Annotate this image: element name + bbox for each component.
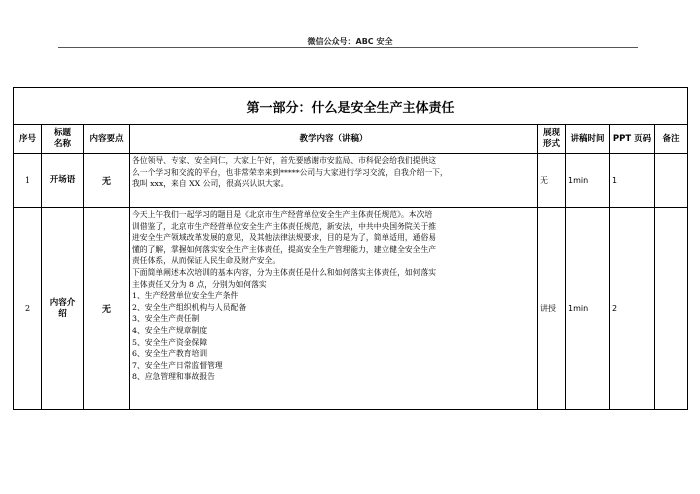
table-row [14,154,688,208]
content-line: 各位领导、专家、安全同仁，大家上午好，首先要感谢市安监局、市科促会给我们提供这 [132,156,437,165]
row-number: 2 [14,208,42,410]
content-line: 进安全生产领域改革发展的意见，及其他法律法规要求，目的是为了，简单适用，通俗易 [132,233,437,243]
column-header: 展现 形式 [538,125,566,154]
row-ppt-page: 2 [610,208,655,410]
row-topic: 内容介 绍 [42,208,84,410]
content-line: 今天上午我们一起学习的题目是《北京市生产经营单位安全生产主体责任规范》。本次培 [132,210,433,219]
column-header: 讲稿时间 [566,125,610,154]
table-title: 第一部分：什么是安全生产主体责任 [14,88,688,125]
row-format: 无 [538,154,566,208]
content-line: 么一个学习和交流的平台，也非常荣幸来到*****公司与大家进行学习交流，自我介绍一下， [132,167,448,177]
column-header: 备注 [655,125,688,154]
content-line: 责任体系，从而保证人民生命及财产安全。 [132,256,281,266]
column-header: 标题 名称 [42,125,84,154]
row-ppt-page: 1 [610,154,655,208]
column-header: PPT 页码 [610,125,655,154]
content-line: 懂的了解，掌握如何落实安全生产主体责任，提高安全生产管理能力，建立健全安全生产 [132,244,437,254]
row-key-points: 无 [84,154,130,208]
column-header: 教学内容（讲稿） [130,125,538,154]
row-key-points: 无 [84,208,130,410]
content-line: 8、应急管理和事故报告 [132,372,215,382]
header-divider [58,47,638,48]
content-line: 训借鉴了，北京市生产经营单位安全生产主体责任规范，新安法，中共中央国务院关于推 [132,221,437,231]
content-line: 1、生产经营单位安全生产条件 [132,291,239,301]
row-time: 1min [566,208,610,410]
page-header: 微信公众号：ABC 安全 [307,37,393,46]
content-line: 3、安全生产责任制 [132,314,200,324]
row-content [130,154,538,208]
content-line: 5、安全生产资金保障 [132,337,208,347]
row-number: 1 [14,154,42,208]
row-time: 1min [566,154,610,208]
row-note [655,154,688,208]
content-line: 下面简单阐述本次培训的基本内容，分为主体责任是什么和如何落实主体责任，如何落实 [132,267,437,277]
row-note [655,208,688,410]
content-line: 我叫 xxx，来自 XX 公司，很高兴认识大家。 [132,179,289,189]
content-line: 2、安全生产组织机构与人员配备 [132,302,247,312]
content-line: 4、安全生产规章制度 [132,325,208,335]
content-line: 主体责任又分为 8 点，分别为如何落实 [132,279,267,289]
row-format: 讲授 [538,208,566,410]
content-line: 6、安全生产教育培训 [132,349,208,359]
table-row [14,208,688,410]
content-line: 7、安全生产日常监督管理 [132,360,223,370]
training-table [13,87,688,410]
column-header: 内容要点 [84,125,130,154]
table-header-row [14,125,688,154]
row-content [130,208,538,410]
column-header: 序号 [14,125,42,154]
row-topic: 开场语 [42,154,84,208]
